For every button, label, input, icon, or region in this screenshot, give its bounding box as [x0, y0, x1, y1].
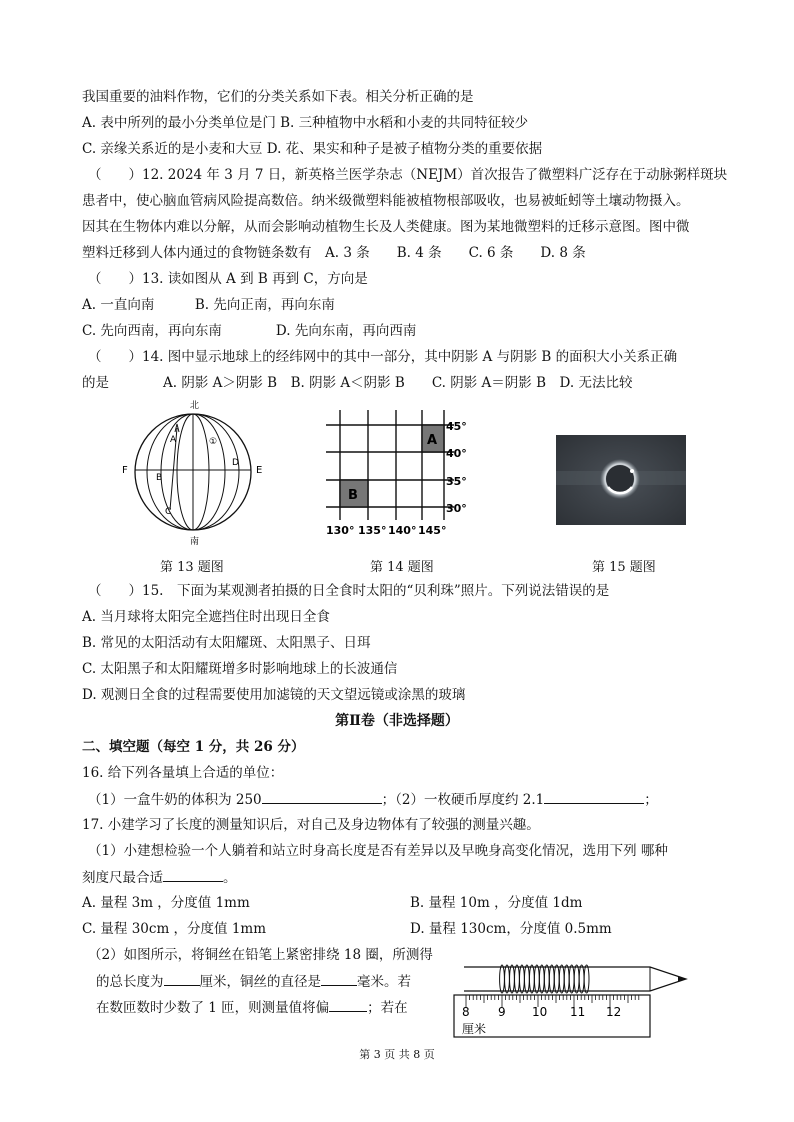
fig13-label-d: D [232, 458, 239, 468]
q12-stem-3: 因其在生物体内难以分解，从而会影响动植物生长及人类健康。图为某地微塑料的迁移示意图。图中微 [82, 219, 690, 235]
ruler-tick-8: 8 [462, 1005, 470, 1019]
fig13-east-label: E [256, 465, 263, 476]
q12-stem-4: 塑料迁移到人体内通过的食物链条数有 A. 3 条 B. 4 条 C. 6 条 D. 8 条 [82, 245, 586, 261]
q15-option-a: A. 当月球将太阳完全遮挡住时出现日全食 [82, 609, 330, 625]
q11-stem: 我国重要的油料作物，它们的分类关系如下表。相关分析正确的是 [82, 89, 474, 105]
fig13-south-label: 南 [190, 537, 200, 546]
fig14-grid [326, 410, 476, 538]
q14-stem: （ ）14. 图中显示地球上的经纬网中的其中一部分，其中阴影 A 与阴影 B 的面积大小关系正确 [88, 349, 678, 365]
q13-options-cd: C. 先向西南，再向东南 D. 先向东南，再向西南 [82, 323, 417, 339]
q17-stem: 17. 小建学习了长度的测量知识后，对自己及身边物体有了较强的测量兴趣。 [82, 817, 540, 833]
q17-part2-text-a: 的总长度为 [96, 974, 164, 990]
ruler-tick-12: 12 [606, 1005, 622, 1019]
q17-blank-1[interactable] [163, 867, 223, 882]
fig13-globe [118, 398, 268, 546]
fig13-north-label: 北 [190, 401, 200, 411]
q17-part2-text-e: ；若在 [367, 1000, 408, 1016]
q14-options: 的是 A. 阴影 A＞阴影 B B. 阴影 A＜阴影 B C. 阴影 A＝阴影 B D. 无法比较 [82, 375, 633, 391]
section-title: 第Ⅱ卷（非选择题） [335, 713, 459, 729]
fig14-shade-b-label: B [348, 488, 358, 503]
fig13-label-c: C [165, 507, 172, 517]
q15-stem: （ ）15. 下面为某观测者拍摄的日全食时太阳的“贝利珠”照片。下列说法错误的是 [88, 583, 610, 599]
ruler-pencil-figure [450, 945, 690, 1040]
q17-part2: （2）如图所示，将铜丝在铅笔上紧密排绕 18 圈，所测得 [88, 947, 433, 963]
q17-blank-3[interactable] [321, 971, 357, 986]
q12-stem-2: 患者中，使心脑血管病风险提高数倍。纳米级微塑料能被植物根部吸收，也易被蚯蚓等土壤动物摄入。 [82, 193, 690, 209]
q17-blank-4[interactable] [329, 997, 367, 1012]
fig14-lat-35: 35° [446, 475, 467, 488]
fig14-lat-45: 45° [446, 420, 467, 433]
q16-end: ； [644, 792, 658, 808]
q16-stem: 16. 给下列各量填上合适的单位： [82, 765, 284, 781]
fig14-lon-140: 140° [388, 524, 417, 537]
q16-blank-2[interactable] [544, 789, 644, 804]
q17-blank-2[interactable] [164, 971, 200, 986]
fig13-label-b: B [156, 473, 163, 483]
fig14-lon-145: 145° [418, 524, 447, 537]
q13-stem: （ ）13. 读如图从 A 到 B 再到 C，方向是 [88, 271, 368, 287]
fig14-lat-30: 30° [446, 502, 467, 515]
q16-item1: （1）一盒牛奶的体积为 250 [88, 792, 262, 808]
q15-option-b: B. 常见的太阳活动有太阳耀斑、太阳黑子、日珥 [82, 635, 371, 651]
q17-part2-text-b: 厘米，铜丝的直径是 [199, 974, 321, 990]
fig15-eclipse-photo [556, 435, 686, 525]
fig14-lon-135: 135° [358, 524, 387, 537]
q17-option-d: D. 量程 130cm，分度值 0.5mm [410, 921, 612, 937]
q11-options-ab: A. 表中所列的最小分类单位是门 B. 三种植物中水稻和小麦的共同特征较少 [82, 115, 529, 131]
ruler-unit: 厘米 [462, 1022, 487, 1036]
fig13-caption: 第 13 题图 [160, 560, 224, 575]
q12-stem-1: （ ）12. 2024 年 3 月 7 日，新英格兰医学杂志（NEJM）首次报告了微塑料广泛存在于动脉粥样斑块 [88, 167, 728, 183]
fig13-west-label: F [122, 465, 128, 476]
q17-part1-end: 。 [223, 870, 237, 886]
fig14-shade-a-label: A [427, 433, 438, 448]
q17-part2-line3 [96, 997, 408, 1018]
q17-option-c: C. 量程 30cm ，分度值 1mm [82, 921, 267, 937]
q17-part2-text-d: 在数匝数时少数了 1 匝，则测量值将偏 [96, 1000, 330, 1016]
section-heading-fill-blank: 二、填空题（每空 1 分，共 26 分） [82, 739, 305, 755]
ruler-tick-11: 11 [570, 1005, 586, 1019]
q16-items [88, 789, 658, 810]
fig14-caption: 第 14 题图 [370, 560, 434, 575]
fig14-lon-130: 130° [326, 524, 355, 537]
q17-part1: （1）小建想检验一个人躺着和站立时身高长度是否有差异以及早晚身高变化情况，选用下列 哪种 [88, 843, 668, 859]
fig13-label-a: A [170, 435, 177, 445]
q13-options-ab: A. 一直向南 B. 先向正南，再向东南 [82, 297, 335, 313]
ruler-tick-9: 9 [498, 1005, 506, 1019]
q15-option-d: D. 观测日全食的过程需要使用加滤镜的天文望远镜或涂黑的玻璃 [82, 687, 466, 703]
q17-part1-cont [82, 867, 237, 888]
fig14-lat-40: 40° [446, 447, 467, 460]
page-footer: 第 3 页 共 8 页 [359, 1048, 435, 1061]
q11-options-cd: C. 亲缘关系近的是小麦和大豆 D. 花、果实和种子是被子植物分类的重要依据 [82, 141, 543, 157]
ruler-tick-10: 10 [532, 1005, 548, 1019]
q16-item2: ；（2）一枚硬币厚度约 2.1 [381, 792, 545, 808]
q17-option-b: B. 量程 10m ，分度值 1dm [410, 895, 583, 911]
q17-part2-line2 [96, 971, 411, 992]
q17-part1-text: 刻度尺最合适 [82, 870, 163, 886]
q15-option-c: C. 太阳黑子和太阳耀斑增多时影响地球上的长波通信 [82, 661, 398, 677]
fig15-caption: 第 15 题图 [592, 560, 656, 575]
q16-blank-1[interactable] [262, 789, 382, 804]
fig13-label-1: ① [209, 437, 218, 447]
q17-option-a: A. 量程 3m ，分度值 1mm [82, 895, 250, 911]
q17-part2-text-c: 毫米。若 [357, 974, 411, 990]
